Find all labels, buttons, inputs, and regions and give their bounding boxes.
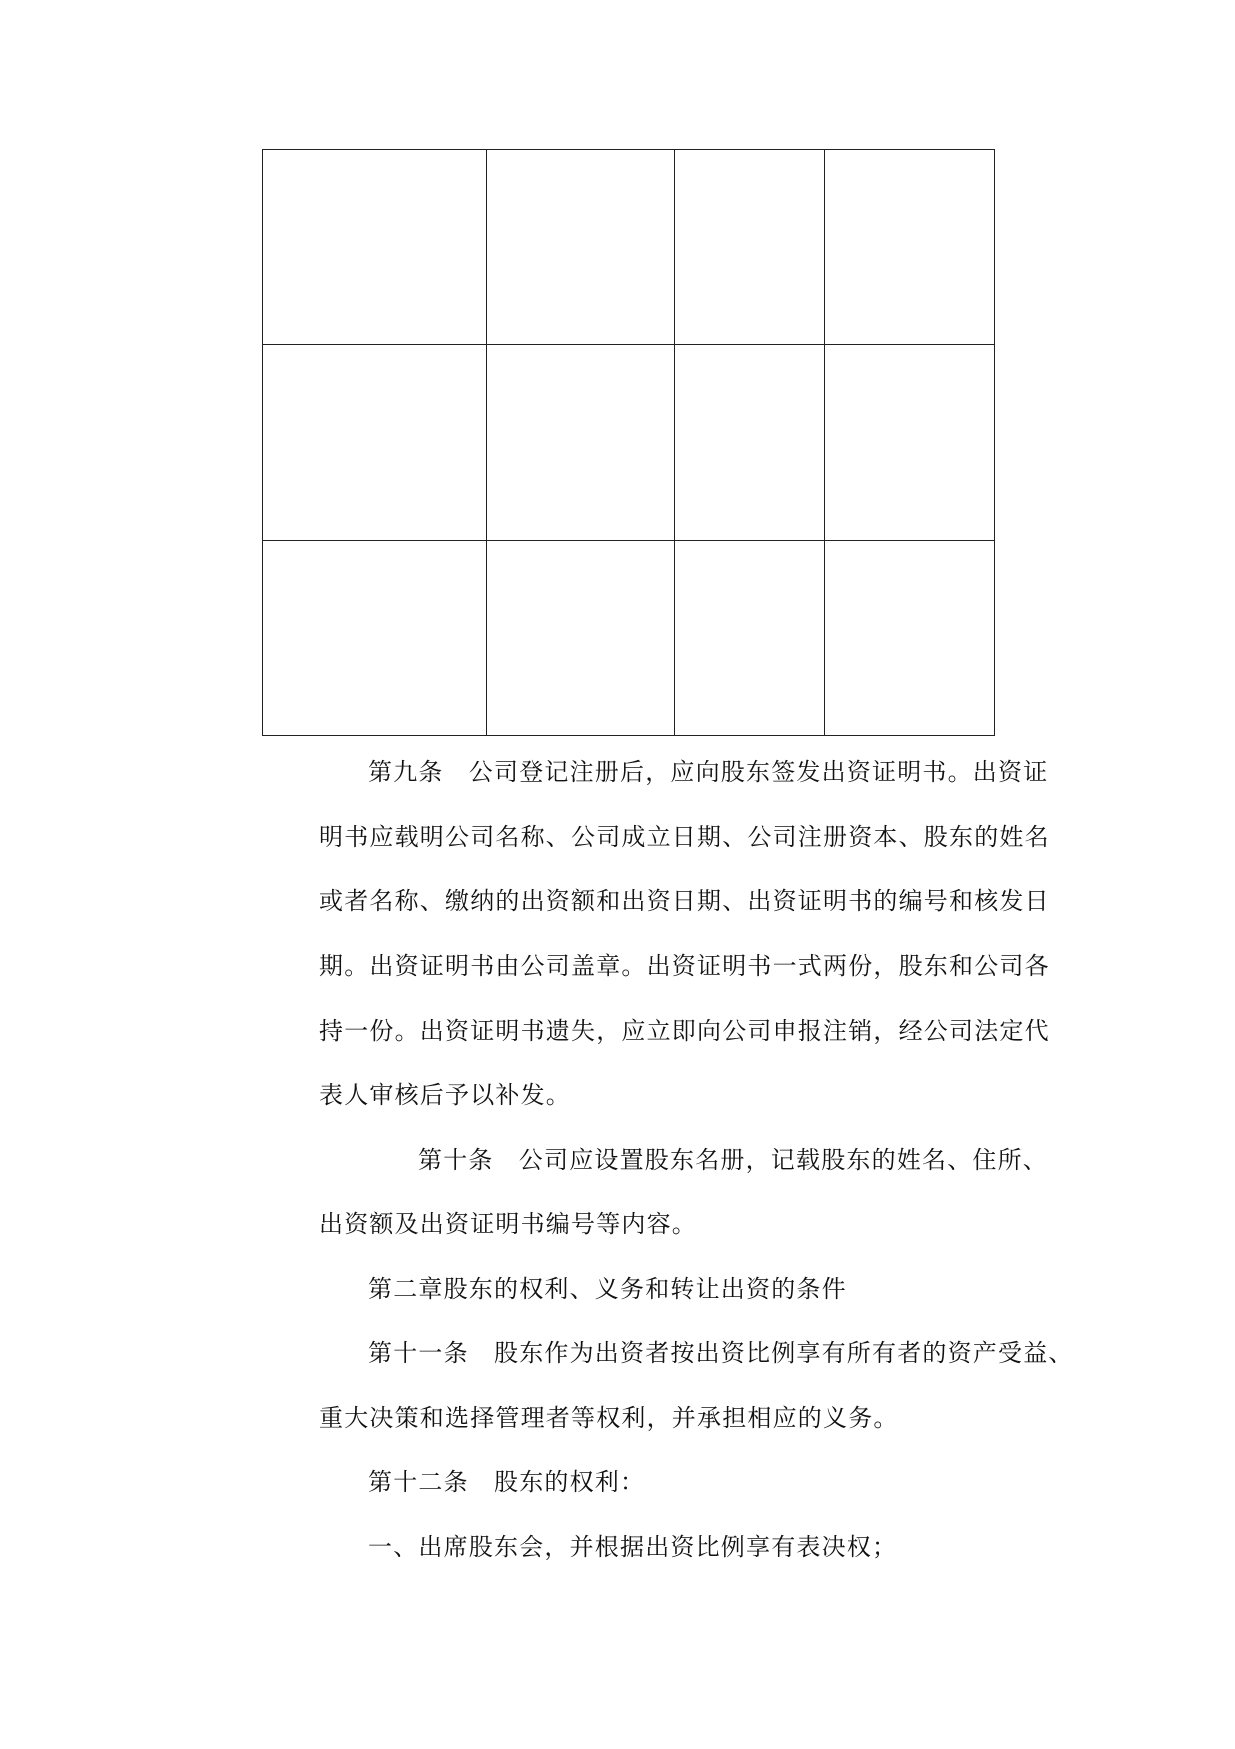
- article-9-line: 第九条 公司登记注册后，应向股东签发出资证明书。出资证: [368, 758, 1049, 786]
- table-cell: [675, 540, 825, 735]
- table-cell: [487, 540, 675, 735]
- article-9-line: 期。出资证明书由公司盖章。出资证明书一式两份，股东和公司各: [319, 952, 1050, 980]
- article-9-line: 明书应载明公司名称、公司成立日期、公司注册资本、股东的姓名: [319, 823, 1050, 851]
- table-cell: [263, 345, 487, 540]
- right-item-1: 一、出席股东会，并根据出资比例享有表决权；: [368, 1533, 898, 1561]
- article-10-line: 第十条 公司应设置股东名册，记载股东的姓名、住所、: [418, 1146, 1048, 1174]
- article-10-line: 出资额及出资证明书编号等内容。: [319, 1210, 697, 1238]
- chapter-heading: 第二章股东的权利、义务和转让出资的条件: [368, 1275, 847, 1303]
- table-row: [263, 345, 995, 540]
- article-9-line: 或者名称、缴纳的出资额和出资日期、出资证明书的编号和核发日: [319, 887, 1050, 915]
- article-12: 第十二条 股东的权利：: [368, 1468, 646, 1496]
- table-cell: [263, 150, 487, 345]
- empty-grid-table: [262, 149, 995, 736]
- article-9-line: 持一份。出资证明书遗失，应立即向公司申报注销，经公司法定代: [319, 1017, 1050, 1045]
- article-11-line: 第十一条 股东作为出资者按出资比例享有所有者的资产受益、: [368, 1339, 1074, 1367]
- table-row: [263, 540, 995, 735]
- article-9-line: 表人审核后予以补发。: [319, 1081, 571, 1109]
- table-cell: [487, 150, 675, 345]
- table-cell: [263, 540, 487, 735]
- table-cell: [825, 540, 995, 735]
- article-11-line: 重大决策和选择管理者等权利，并承担相应的义务。: [319, 1404, 899, 1432]
- table-row: [263, 150, 995, 345]
- table-cell: [825, 345, 995, 540]
- table-cell: [825, 150, 995, 345]
- table-cell: [675, 150, 825, 345]
- table-cell: [487, 345, 675, 540]
- table-cell: [675, 345, 825, 540]
